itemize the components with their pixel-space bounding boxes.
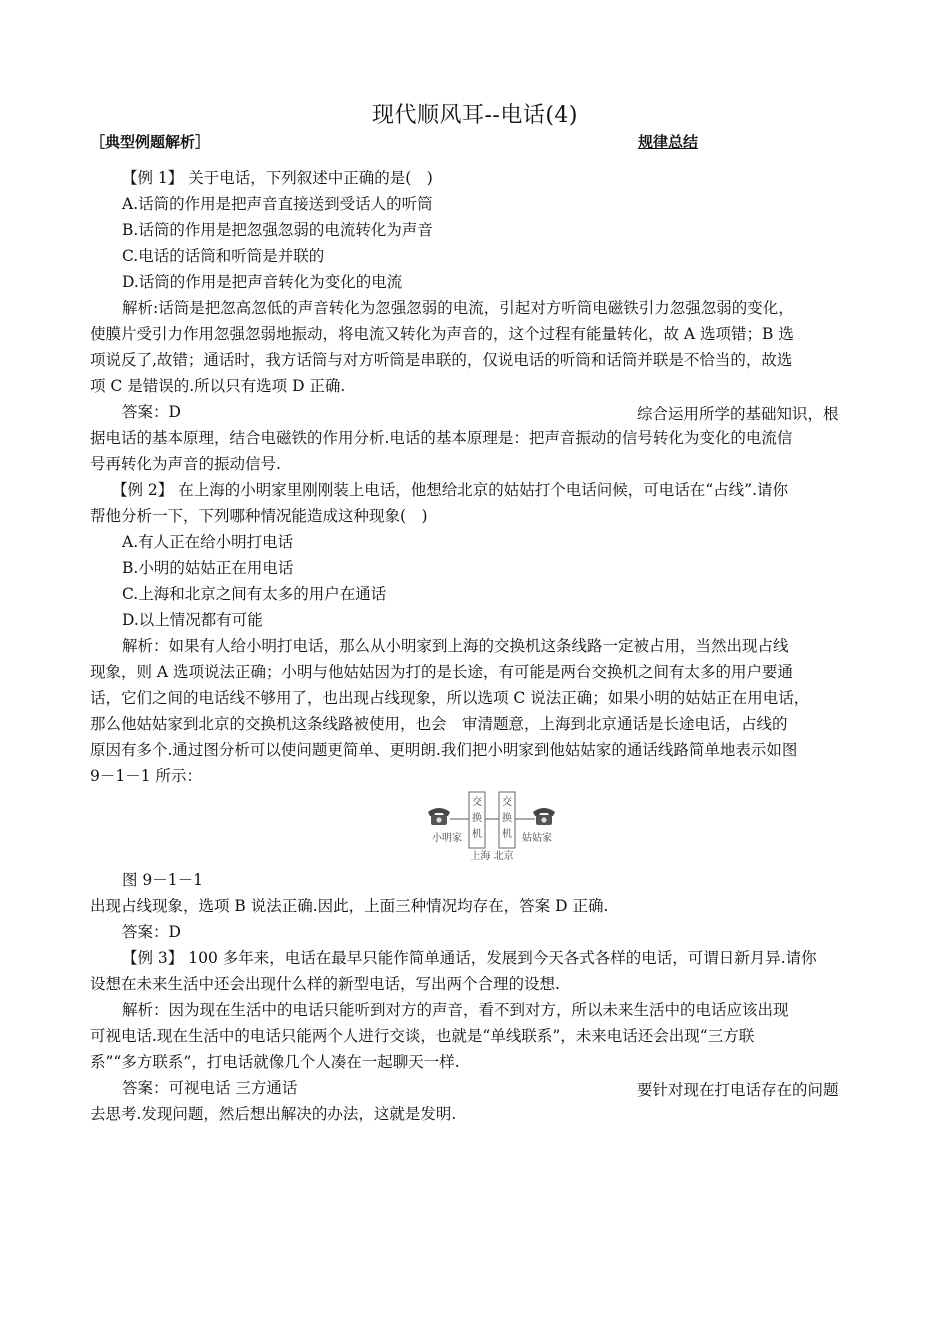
example-1-rule-note: 综合运用所学的基础知识，根 xyxy=(637,405,839,423)
example-1-analysis-line: 使膜片受引力作用忽强忽弱地振动，将电流又转化为声音的，这个过程有能量转化，故 A 选项错；B 选 xyxy=(90,325,794,343)
example-1-option-a: A.话筒的作用是把声音直接送到受话人的听筒 xyxy=(122,195,433,213)
figure-caption: 图 9－1－1 xyxy=(122,871,204,889)
switch-char: 换 xyxy=(502,813,512,824)
example-1-analysis-line: 项 C 是错误的.所以只有选项 D 正确. xyxy=(90,377,346,395)
example-2-option-d: D.以上情况都有可能 xyxy=(122,611,263,629)
example-2-analysis-line: 话，它们之间的电话线不够用了，也出现占线现象，所以选项 C 说法正确；如果小明的姑姑正在用电话， xyxy=(90,689,810,707)
telephone-icon xyxy=(428,808,450,825)
example-2-question: 【例 2】 在上海的小明家里刚刚装上电话，他想给北京的姑姑打个电话问候，可电话在“占线”.请你 xyxy=(112,481,788,499)
switch-char: 交 xyxy=(472,797,482,808)
switch-char: 换 xyxy=(472,813,482,824)
example-3-analysis-line: 解析：因为现在生活中的电话只能听到对方的声音，看不到对方，所以未来生活中的电话应该出现 xyxy=(122,1001,789,1019)
city-labels: 上海 北京 xyxy=(470,851,514,862)
page-title: 现代顺风耳--电话(4) xyxy=(371,103,579,128)
example-2-conclusion: 出现占线现象，选项 B 说法正确.因此，上面三种情况均存在，答案 D 正确. xyxy=(90,897,609,915)
example-1-analysis-line: 解析:话筒是把忽高忽低的声音转化为忽强忽弱的电流，引起对方听筒电磁铁引力忽强忽弱的变化， xyxy=(122,299,794,317)
example-1-option-b: B.话筒的作用是把忽强忽弱的电流转化为声音 xyxy=(122,221,433,239)
section-heading: ［典型例题解析］ xyxy=(90,133,211,151)
switch-char: 机 xyxy=(502,829,512,840)
example-2-answer: 答案：D xyxy=(122,923,181,941)
example-3-rule-note: 要针对现在打电话存在的问题 xyxy=(637,1081,839,1099)
example-1-analysis-line: 项说反了,故错；通话时，我方话筒与对方听筒是串联的，仅说电话的听筒和话筒并联是不恰当的，故选 xyxy=(90,351,793,369)
example-1-question: 【例 1】 关于电话，下列叙述中正确的是( ) xyxy=(122,169,433,187)
callee-home-label: 姑姑家 xyxy=(522,833,552,844)
example-1-answer: 答案：D xyxy=(122,403,181,421)
example-2-analysis-line: 解析：如果有人给小明打电话，那么从小明家到上海的交换机这条线路一定被占用，当然出现占线 xyxy=(122,637,789,655)
example-2-option-c: C.上海和北京之间有太多的用户在通话 xyxy=(122,585,387,603)
rules-heading: 规律总结 xyxy=(638,133,699,151)
example-3-rule-line: 去思考.发现问题，然后想出解决的办法，这就是发明. xyxy=(90,1105,457,1123)
example-2-analysis-line: 9－1－1 所示： xyxy=(90,767,203,785)
example-2-analysis-line: 原因有多个.通过图分析可以使问题更简单、更明朗.我们把小明家到他姑姑家的通话线路简单地表示如图 xyxy=(90,741,798,759)
example-2-option-b: B.小明的姑姑正在用电话 xyxy=(122,559,294,577)
example-3-analysis-line: 可视电话.现在生活中的电话只能两个人进行交谈，也就是“单线联系”，未来电话还会出现“三方联 xyxy=(90,1027,755,1045)
switch-char: 机 xyxy=(472,829,482,840)
example-2-option-a: A.有人正在给小明打电话 xyxy=(122,533,294,551)
caller-home-label: 小明家 xyxy=(432,833,462,844)
example-3-question-cont: 设想在未来生活中还会出现什么样的新型电话，写出两个合理的设想. xyxy=(90,975,560,993)
example-3-answer: 答案：可视电话 三方通话 xyxy=(122,1079,298,1097)
example-1-rule-line: 据电话的基本原理，结合电磁铁的作用分析.电话的基本原理是：把声音振动的信号转化为变化的电流信 xyxy=(90,429,793,447)
switch-char: 交 xyxy=(502,797,512,808)
example-2-question-cont: 帮他分析一下，下列哪种情况能造成这种现象( ) xyxy=(90,507,428,525)
example-1-rule-line: 号再转化为声音的振动信号. xyxy=(90,455,281,473)
example-3-analysis-line: 系”“多方联系”，打电话就像几个人凑在一起聊天一样. xyxy=(90,1053,460,1071)
telephone-line-diagram xyxy=(425,788,560,864)
example-2-analysis-line: 现象，则 A 选项说法正确；小明与他姑姑因为打的是长途，有可能是两台交换机之间有太多的用户要通 xyxy=(90,663,794,681)
example-3-question: 【例 3】 100 多年来，电话在最早只能作简单通话，发展到今天各式各样的电话，可谓日新月异.请你 xyxy=(122,949,817,967)
example-2-analysis-line: 那么他姑姑家到北京的交换机这条线路被使用，也会 审清题意，上海到北京通话是长途电话，占线的 xyxy=(90,715,788,733)
telephone-icon xyxy=(533,808,555,825)
example-1-option-c: C.电话的话筒和听筒是并联的 xyxy=(122,247,325,265)
example-1-option-d: D.话筒的作用是把声音转化为变化的电流 xyxy=(122,273,403,291)
